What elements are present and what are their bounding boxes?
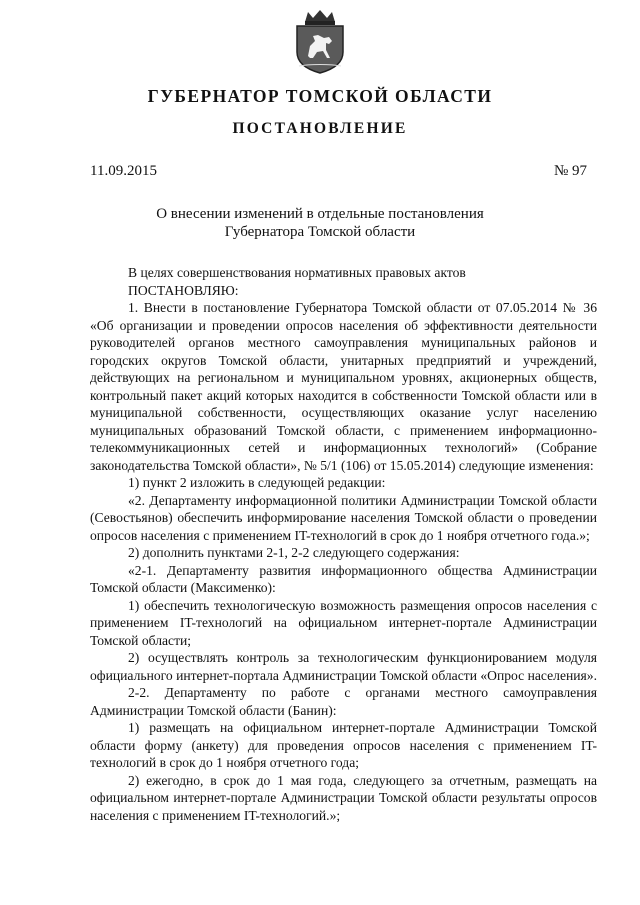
paragraph-item-1: 1. Внести в постановление Губернатора Томской области от 07.05.2014 № 36 «Об организации и проведении опросов населения об эффективности деятельности руководителей органов местного самоуправления муниципальных районов и городских округов Томской области, унитарных предприятий и учреждений, действующих на региональном и муниципальном уровнях, акционерных обществ, контрольный пакет акций которых находится в собственности Томской области или в муниципальной собственности, осуществляющих оказание услуг населению муниципальных образований Томской области, с применением информационно-телекоммуникационных сетей и информационных технологий» (Собрание законодательства Томской области», № 5/1 (106) от 15.05.2014) следующие изменения: (90, 300, 597, 473)
decree-word: ПОСТАНОВЛЯЮ: (128, 282, 239, 298)
paragraph-quote-2-2: 2-2. Департаменту по работе с органами местного самоуправления Администрации Томской области (Банин): (90, 685, 597, 718)
document-number: № 97 (553, 163, 587, 179)
paragraph-quote-2-1: «2-1. Департаменту развития информационного общества Администрации Томской области (Максименко): (90, 562, 597, 595)
subject-line: О внесении изменений в отдельные постановления (156, 206, 484, 222)
paragraph-2-2-item-1: 1) размещать на официальном интернет-портале Администрации Томской области форму (анкету) для проведения опросов населения с применением IT-технологий в срок до 1 ноября отчетного года; (90, 720, 597, 770)
paragraph-sub-1: 1) пункт 2 изложить в следующей редакции: (128, 475, 386, 490)
document-date: 11.09.2015 (90, 163, 157, 179)
intro-paragraph: В целях совершенствования нормативных правовых актов (128, 265, 466, 280)
paragraph-sub-2: 2) дополнить пунктами 2-1, 2-2 следующего содержания: (128, 545, 460, 560)
document-body (90, 264, 597, 824)
document-type-title: ПОСТАНОВЛЕНИЕ (232, 120, 408, 137)
authority-title: ГУБЕРНАТОР ТОМСКОЙ ОБЛАСТИ (147, 86, 493, 106)
paragraph-2-1-item-1: 1) обеспечить технологическую возможность размещения опросов населения с применением IT-технологий на официальном интернет-портале Администрации Томской области; (90, 597, 597, 648)
subject-line: Губернатора Томской области (224, 223, 416, 240)
paragraph-2-1-item-2: 2) осуществлять контроль за технологическим функционированием модуля официального интернет-портала Администрации Томской области «Опрос населения». (90, 650, 597, 683)
paragraph-2-2-item-2: 2) ежегодно, в срок до 1 мая года, следующего за отчетным, размещать на официальном интернет-портале Администрации Томской области результаты опросов населения с применением IT-технологий.»; (90, 772, 597, 823)
tomsk-region-coat-of-arms-icon (291, 8, 349, 74)
paragraph-quote-2: «2. Департаменту информационной политики Администрации Томской области (Севостьянов) обеспечить информирование населения Томской области о проведении опросов населения с применением IT-технологий в срок до 1 ноября отчетного года.»; (90, 492, 597, 543)
document-subject (120, 206, 520, 241)
